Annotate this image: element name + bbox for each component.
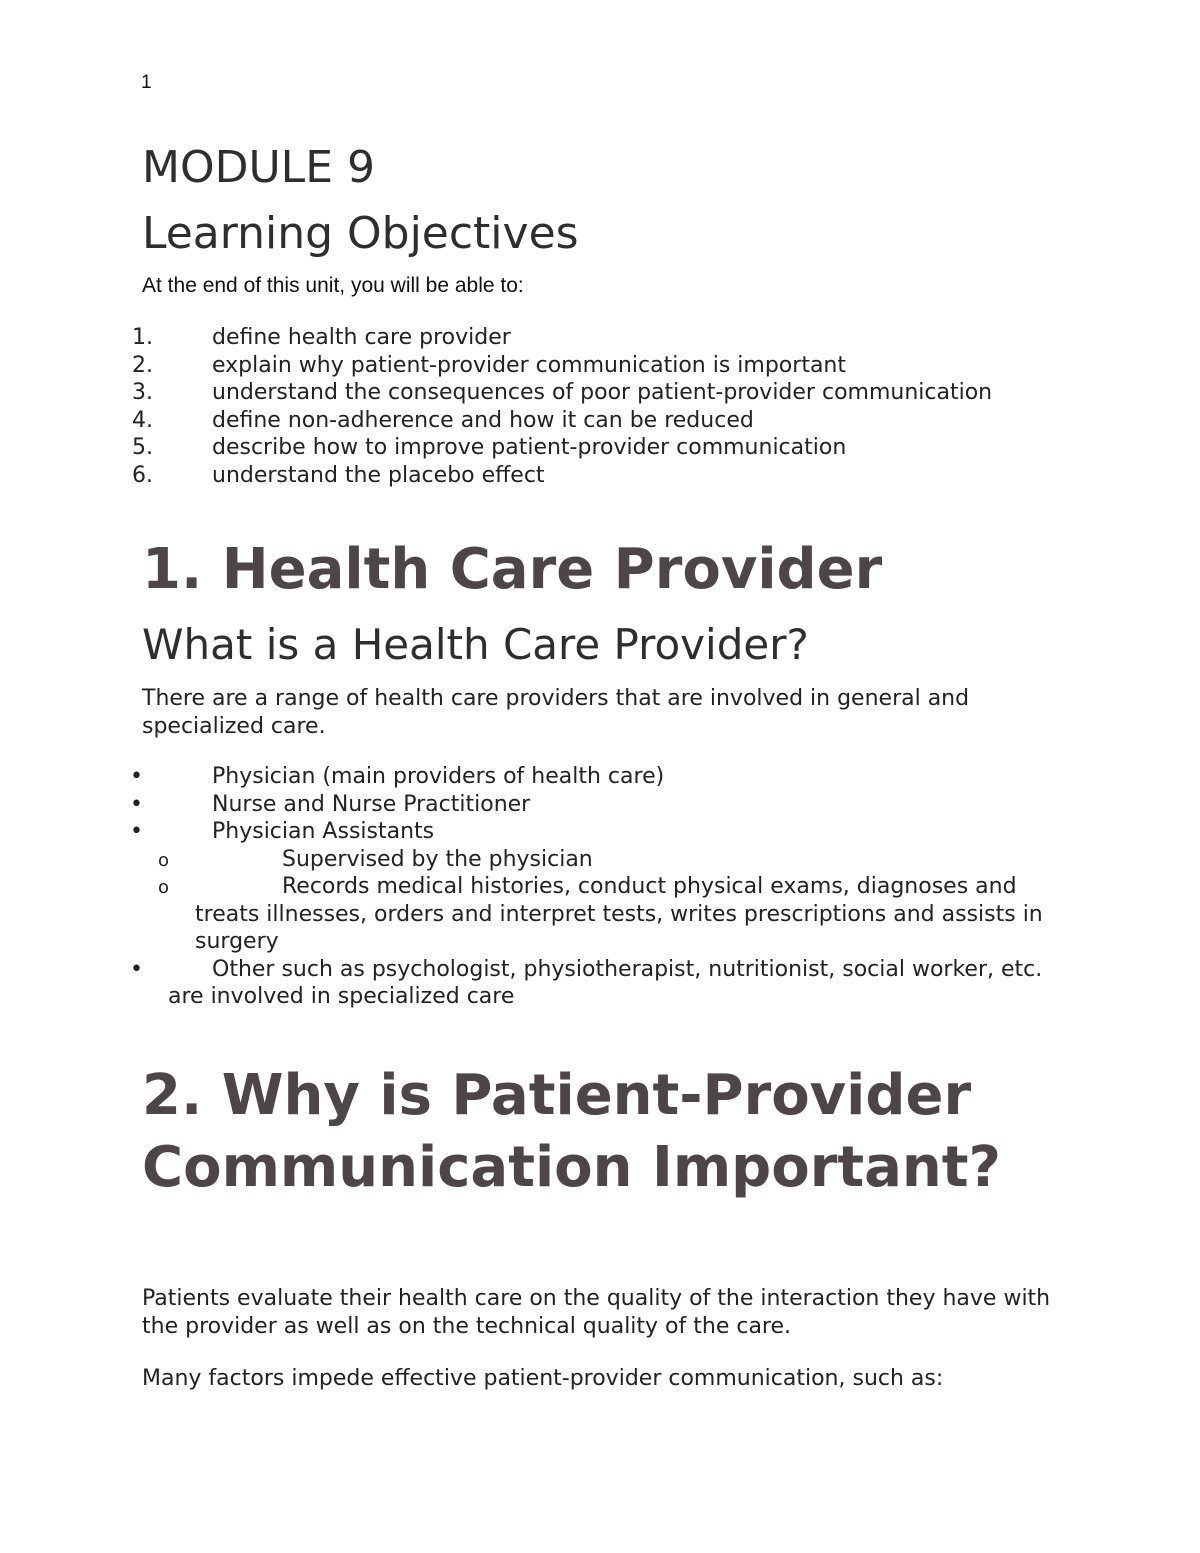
section-2-paragraph-1: Patients evaluate their health care on the quality of the interaction they have with the provider as well as on the technical quality of the care. [142,1286,1051,1339]
list-item [130,956,1082,1011]
list-number: 4. [132,407,153,433]
bullet-icon: • [130,764,143,789]
list-item [132,379,992,407]
list-number: 5. [132,435,153,460]
list-item-text: Other such as psychologist, physiotherapist, nutritionist, social worker, etc. are involved in specialized care [168,956,1043,1009]
bullet-icon: • [130,956,143,982]
list-item-text: Physician (main providers of health care) [212,764,665,789]
section-1-heading: 1. Health Care Provider [142,537,883,602]
list-item-text: define health care provider [212,325,511,350]
list-item-text: Nurse and Nurse Practitioner [212,791,531,817]
section-2-heading: 2. Why is Patient-Provider Communication Important? [142,1063,1002,1200]
list-item-text: define non-adherence and how it can be reduced [212,407,754,433]
objectives-intro: At the end of this unit, you will be able to: [142,274,524,297]
list-item-text: Supervised by the physician [282,846,593,872]
section-2-paragraph-2: Many factors impede effective patient-provider communication, such as: [142,1366,944,1391]
provider-list [130,763,1082,1011]
list-number: 1. [132,325,153,350]
list-item-text: understand the consequences of poor patient-provider communication [212,380,993,405]
list-item [132,352,992,380]
bullet-icon: • [130,819,143,844]
list-item-text: describe how to improve patient-provider communication [212,435,847,460]
list-item-text: understand the placebo effect [212,462,545,488]
list-item [132,324,992,352]
circle-bullet-icon: o [158,877,170,898]
list-item [132,434,992,462]
sub-list-item [142,873,1082,956]
section-1-paragraph: There are a range of health care providers that are involved in general and specialized care. [142,686,970,739]
circle-bullet-icon: o [158,849,170,871]
list-item-text: Records medical histories, conduct physical exams, diagnoses and treats illnesses, orders and interpret tests, writes prescriptions and assists in surgery [195,874,1043,954]
list-item-text: Physician Assistants [212,819,435,844]
list-item [130,818,1082,846]
learning-objectives-title: Learning Objectives [142,208,579,259]
section-1-subheading: What is a Health Care Provider? [142,620,809,669]
list-number: 6. [132,462,153,488]
objectives-list [132,324,992,489]
list-number: 3. [132,380,153,405]
bullet-icon: • [130,791,143,817]
sub-list-item [142,846,1082,874]
list-item-text: explain why patient-provider communication is important [212,352,846,378]
list-item [132,462,992,490]
list-item [132,407,992,435]
page-number: 1 [141,72,152,93]
module-title: MODULE 9 [142,142,375,193]
list-item [130,791,1082,819]
list-item [130,763,1082,791]
list-number: 2. [132,352,153,378]
